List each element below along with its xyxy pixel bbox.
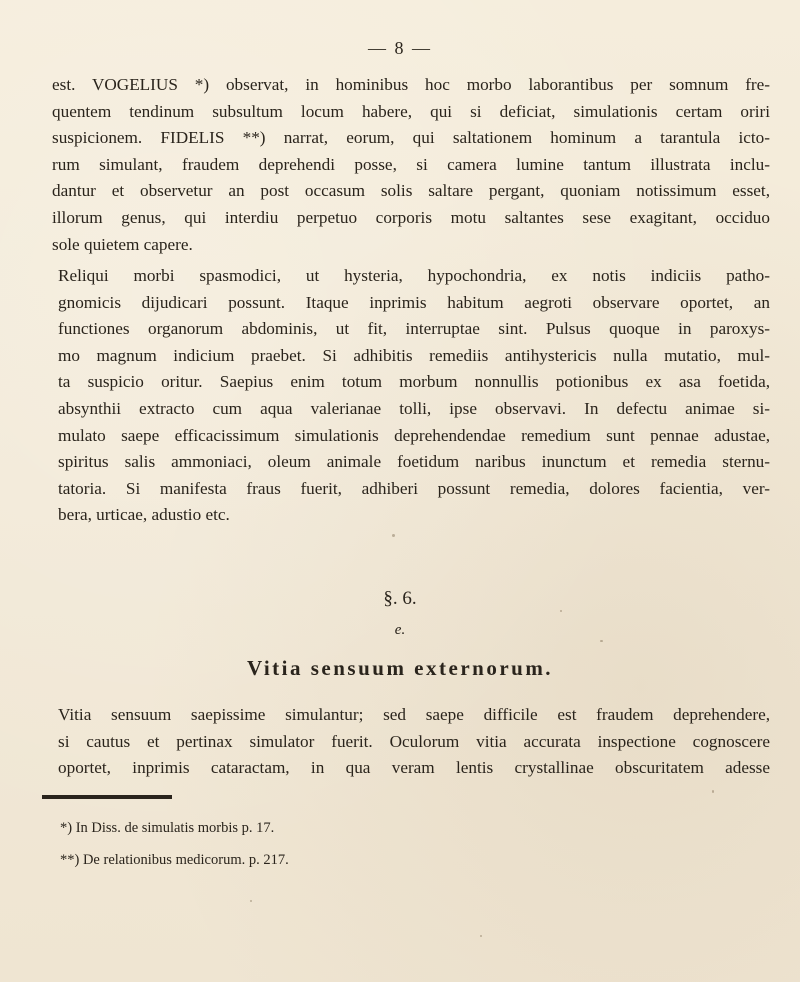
text-line: si cautus et pertinax simulator fuerit. Oculorum vitia accurata inspectione cognoscere	[58, 731, 770, 751]
text-line: mulato saepe efficacissimum simulationis deprehendendae remedium sunt pennae adustae,	[58, 425, 770, 445]
text-line: gnomicis dijudicari possunt. Itaque inprimis habitum aegroti observare oportet, an	[58, 292, 770, 312]
paragraph-1	[40, 72, 770, 258]
text-line: mo magnum indicium praebet. Si adhibitis remediis antihystericis nulla mutatio, mul-	[58, 345, 770, 365]
paragraph-3	[40, 702, 770, 782]
page-number: — 8 —	[368, 38, 432, 58]
paragraph-2	[40, 263, 770, 529]
text-line: quentem tendinum subsultum locum habere, qui si deficiat, simulationis certam oriri	[52, 101, 770, 121]
text-line: absynthii extracto cum aqua valerianae tolli, ipse observavi. In defectu animae si-	[58, 398, 770, 418]
section-heading: Vitia sensuum externorum.	[246, 656, 554, 680]
text-line: sole quietem capere.	[52, 234, 193, 254]
footnote-rule	[42, 795, 172, 799]
text-line: bera, urticae, adustio etc.	[58, 505, 230, 525]
text-line: tatoria. Si manifesta fraus fuerit, adhiberi possunt remedia, dolores facientia, ver-	[58, 478, 770, 498]
text-line: Reliqui morbi spasmodici, ut hysteria, hypochondria, ex notis indiciis patho-	[58, 266, 770, 285]
text-line: functiones organorum abdominis, ut fit, interruptae sint. Pulsus quoque in paroxys-	[58, 319, 770, 339]
section-number: §. 6.	[383, 588, 417, 609]
text-line: dantur et observetur an post occasum solis saltare pergant, quoniam notissimum esset,	[52, 181, 770, 201]
text-line: est. VOGELIUS *) observat, in hominibus hoc morbo laborantibus per somnum fre-	[52, 75, 770, 94]
text-line: oportet, inprimis cataractam, in qua veram lentis crystallinae obscuritatem adesse	[58, 758, 770, 778]
text-line: spiritus salis ammoniaci, oleum animale foetidum naribus inunctum et remedia sternu-	[58, 452, 770, 472]
text-line: Vitia sensuum saepissime simulantur; sed saepe difficile est fraudem deprehendere,	[58, 705, 770, 724]
text-line: rum simulant, fraudem deprehendi posse, si camera lumine tantum illustrata inclu-	[52, 154, 770, 174]
footnote-1: *) In Diss. de simulatis morbis p. 17.	[60, 820, 275, 836]
section-subletter: e.	[394, 622, 406, 638]
text-line: illorum genus, qui interdiu perpetuo corporis motu saltantes sese exagitant, occiduo	[52, 207, 770, 227]
footnote-2: **) De relationibus medicorum. p. 217.	[60, 852, 289, 868]
text-line: suspicionem. FIDELIS **) narrat, eorum, qui saltationem hominum a tarantula icto-	[52, 128, 770, 148]
text-line: ta suspicio oritur. Saepius enim totum morbum nonnullis potionibus ex asa foetida,	[58, 372, 770, 392]
